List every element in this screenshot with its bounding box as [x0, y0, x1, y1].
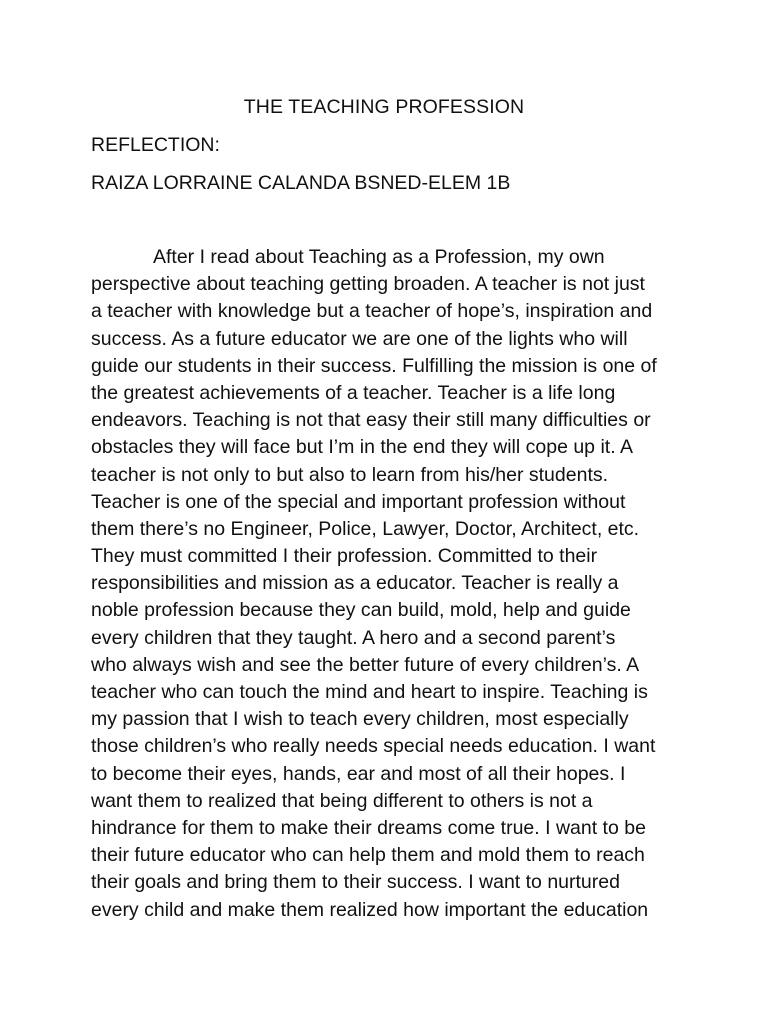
body-line: obstacles they will face but I’m in the end they will cope up it. A: [91, 436, 633, 459]
body-line: responsibilities and mission as a educator. Teacher is really a: [91, 572, 619, 595]
author-line: RAIZA LORRAINE CALANDA BSNED-ELEM 1B: [91, 172, 511, 194]
reflection-label: REFLECTION:: [91, 134, 220, 156]
body-paragraph: [91, 244, 691, 924]
body-line: After I read about Teaching as a Profession, my own: [153, 246, 605, 268]
body-line: every child and make them realized how important the education: [91, 898, 649, 921]
body-line: success. As a future educator we are one of the lights who will: [91, 327, 628, 350]
body-line: teacher is not only to but also to learn from his/her students.: [91, 463, 609, 486]
body-line: want them to realized that being different to others is not a: [91, 789, 593, 812]
body-line: to become their eyes, hands, ear and most of all their hopes. I: [91, 762, 626, 785]
body-line: teacher who can touch the mind and heart to inspire. Teaching is: [91, 681, 648, 703]
body-line: their goals and bring them to their success. I want to nurtured: [91, 871, 620, 894]
body-line: every children that they taught. A hero and a second parent’s: [91, 626, 616, 649]
document-title: THE TEACHING PROFESSION: [243, 96, 525, 118]
body-line: their future educator who can help them and mold them to reach: [91, 844, 645, 867]
body-line: the greatest achievements of a teacher. Teacher is a life long: [91, 381, 616, 404]
body-line: noble profession because they can build, mold, help and guide: [91, 599, 631, 622]
body-line: guide our students in their success. Fulfilling the mission is one of: [91, 354, 657, 377]
body-line: who always wish and see the better future of every children’s. A: [91, 653, 640, 676]
body-line: my passion that I wish to teach every children, most especially: [91, 708, 629, 731]
body-line: those children’s who really needs special needs education. I want: [91, 735, 656, 758]
body-line: a teacher with knowledge but a teacher of hope’s, inspiration and: [91, 300, 653, 323]
body-line: endeavors. Teaching is not that easy their still many difficulties or: [91, 409, 651, 432]
body-line: perspective about teaching getting broaden. A teacher is not just: [91, 273, 645, 296]
body-line: them there’s no Engineer, Police, Lawyer, Doctor, Architect, etc.: [91, 517, 640, 540]
body-line: They must committed I their profession. Committed to their: [91, 545, 598, 568]
body-line: Teacher is one of the special and important profession without: [91, 490, 626, 513]
body-line: hindrance for them to make their dreams come true. I want to be: [91, 816, 646, 839]
